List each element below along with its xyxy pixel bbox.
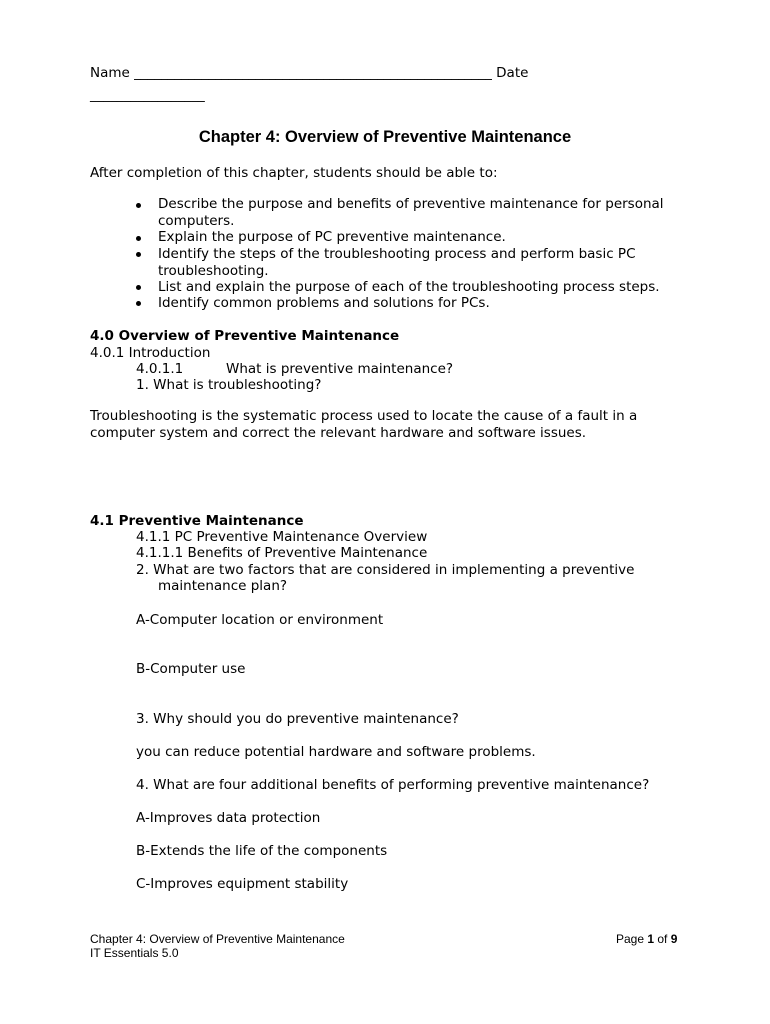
of-word: of (654, 932, 671, 946)
list-item: Identify common problems and solutions for PCs. (158, 295, 490, 311)
page-word: Page (616, 932, 648, 946)
page-title: Chapter 4: Overview of Preventive Maintenance (198, 128, 572, 146)
subsection-4-1-1: 4.1.1 PC Preventive Maintenance Overview (136, 529, 428, 545)
question-2-line-2: maintenance plan? (158, 578, 288, 594)
answer-3: you can reduce potential hardware and software problems. (136, 744, 536, 760)
subsubsection-number: 4.0.1.1 (136, 361, 184, 377)
answer-2b: B-Computer use (136, 661, 246, 677)
name-date-line: Name _____________________________________________________ Date (90, 65, 529, 81)
list-item: Describe the purpose and benefits of preventive maintenance for personal (158, 196, 664, 212)
intro-text: After completion of this chapter, students should be able to: (90, 165, 498, 181)
question-3: 3. Why should you do preventive maintenance? (136, 711, 459, 727)
answer-4c: C-Improves equipment stability (136, 876, 349, 892)
answer-1-line-2: computer system and correct the relevant hardware and software issues. (90, 425, 587, 441)
total-pages: 9 (670, 932, 678, 946)
section-heading-4-0: 4.0 Overview of Preventive Maintenance (90, 328, 400, 344)
page-number (616, 932, 677, 946)
answer-2a: A-Computer location or environment (136, 612, 384, 628)
date-blank-line: _________________ (90, 87, 205, 103)
footer-course: IT Essentials 5.0 (90, 946, 179, 960)
bullet-icon (136, 252, 141, 257)
question-4: 4. What are four additional benefits of performing preventive maintenance? (136, 777, 650, 793)
answer-4b: B-Extends the life of the components (136, 843, 388, 859)
current-page: 1 (647, 932, 655, 946)
list-item-continuation: computers. (158, 213, 235, 229)
bullet-icon (136, 236, 141, 241)
bullet-icon (136, 285, 141, 290)
list-item: List and explain the purpose of each of the troubleshooting process steps. (158, 279, 660, 295)
question-2-line-1: 2. What are two factors that are considered in implementing a preventive (136, 562, 635, 578)
section-heading-4-1: 4.1 Preventive Maintenance (90, 513, 304, 529)
answer-4a: A-Improves data protection (136, 810, 321, 826)
question-1: 1. What is troubleshooting? (136, 377, 322, 393)
answer-1-line-1: Troubleshooting is the systematic process used to locate the cause of a fault in a (90, 408, 638, 424)
bullet-icon (136, 301, 141, 306)
list-item-continuation: troubleshooting. (158, 263, 269, 279)
subsection-4-1-1-1: 4.1.1.1 Benefits of Preventive Maintenance (136, 545, 428, 561)
subsection-4-0-1: 4.0.1 Introduction (90, 345, 211, 361)
bullet-icon (136, 203, 141, 208)
list-item: Explain the purpose of PC preventive maintenance. (158, 229, 506, 245)
subsubsection-title: What is preventive maintenance? (226, 361, 454, 377)
list-item: Identify the steps of the troubleshooting process and perform basic PC (158, 246, 636, 262)
footer-chapter: Chapter 4: Overview of Preventive Maintenance (90, 932, 345, 946)
